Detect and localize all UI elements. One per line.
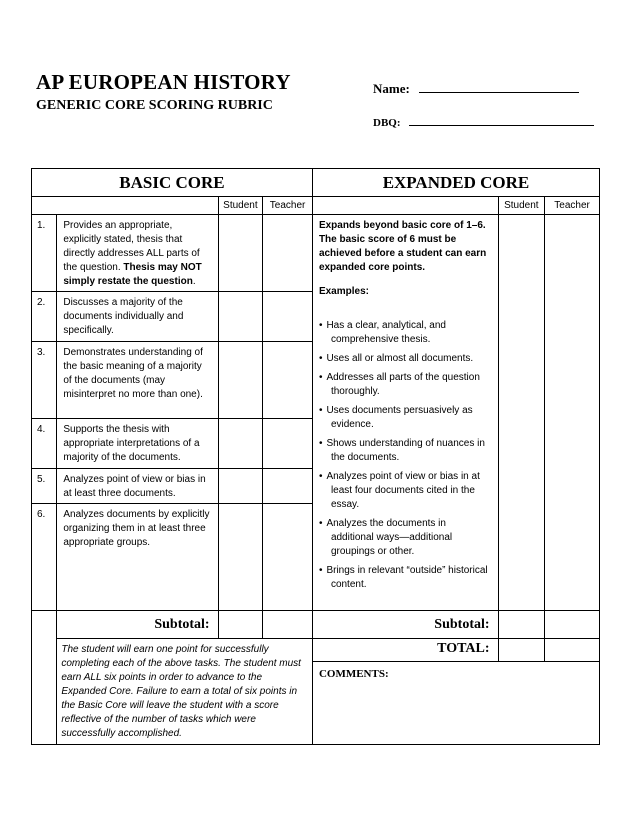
name-field-row: [373, 81, 579, 97]
item-text: Discusses a majority of the documents individually and specifically.: [57, 292, 218, 342]
total-row: [32, 639, 600, 662]
basic-student-subtotal[interactable]: [218, 611, 263, 639]
expanded-core-criteria: [312, 215, 498, 611]
student-total-cell[interactable]: [498, 639, 545, 662]
list-item: • Uses documents persuasively as evidence.: [319, 404, 492, 432]
list-item: • Shows understanding of nuances in the documents.: [319, 437, 492, 465]
list-item: • Analyzes point of view or bias in at least four documents cited in the essay.: [319, 470, 492, 512]
basic-teacher-header: Teacher: [263, 197, 313, 215]
comments-label: COMMENTS:: [318, 668, 389, 681]
item-number: 2.: [32, 292, 57, 342]
examples-label: Examples:: [318, 286, 369, 297]
list-item: • Analyzes the documents in additional ways—additional groupings or other.: [319, 517, 492, 559]
expanded-teacher-header: Teacher: [545, 197, 600, 215]
expanded-intro: Expands beyond basic core of 1–6. The basic score of 6 must be achieved before a student can earn expanded core points.: [318, 220, 487, 273]
scoring-rubric-table: [31, 168, 600, 745]
teacher-score-cell[interactable]: [263, 504, 313, 611]
student-score-cell[interactable]: [218, 342, 263, 419]
item-text: Provides an appropriate, explicitly stated, thesis that directly addresses ALL parts of the question. Thesis may NOT simply restate the question.: [57, 215, 218, 292]
basic-student-header: Student: [218, 197, 263, 215]
expanded-subtotal-label: Subtotal:: [312, 611, 498, 639]
total-label: TOTAL:: [312, 639, 498, 662]
teacher-score-cell[interactable]: [263, 469, 313, 504]
expanded-student-subtotal[interactable]: [498, 611, 545, 639]
student-score-cell[interactable]: [218, 419, 263, 469]
item-text: Analyzes documents by explicitly organizing them in at least three appropriate groups.: [57, 504, 218, 611]
item-number: 1.: [32, 215, 57, 292]
student-score-cell[interactable]: [218, 215, 263, 292]
expanded-student-score-cell[interactable]: [498, 215, 545, 611]
expanded-core-heading: EXPANDED CORE: [312, 169, 599, 197]
basic-blank-header: [32, 197, 219, 215]
dbq-blank-line[interactable]: [409, 124, 594, 126]
expanded-student-header: Student: [498, 197, 545, 215]
basic-subtotal-label: Subtotal:: [57, 611, 218, 639]
student-score-cell[interactable]: [218, 504, 263, 611]
examples-list: [319, 319, 492, 592]
item-number: 6.: [32, 504, 57, 611]
student-score-cell[interactable]: [218, 469, 263, 504]
item-number: 3.: [32, 342, 57, 419]
list-item: • Addresses all parts of the question thoroughly.: [319, 371, 492, 399]
item-text: Demonstrates understanding of the basic meaning of a majority of the documents (may misinterpret no more than one).: [57, 342, 218, 419]
name-label: Name:: [373, 81, 410, 96]
expanded-teacher-score-cell[interactable]: [545, 215, 600, 611]
teacher-score-cell[interactable]: [263, 292, 313, 342]
student-score-cell[interactable]: [218, 292, 263, 342]
table-row: [32, 215, 600, 292]
basic-core-note: The student will earn one point for successfully completing each of the above tasks. The student must earn ALL six points in order to advance to the Expanded Core. Failure to earn a total of six points in the Basic Core will leave the student with a score reflective of the number of tasks which were successfully accomplished.: [57, 639, 313, 745]
core-header-row: [32, 169, 600, 197]
dbq-field-row: [373, 117, 594, 129]
dbq-label: DBQ:: [373, 117, 401, 129]
teacher-score-cell[interactable]: [263, 215, 313, 292]
item-text: Analyzes point of view or bias in at least three documents.: [57, 469, 218, 504]
basic-core-heading: BASIC CORE: [32, 169, 313, 197]
column-header-row: [32, 197, 600, 215]
item-number: 4.: [32, 419, 57, 469]
list-item: • Uses all or almost all documents.: [319, 352, 492, 366]
page-subtitle: GENERIC CORE SCORING RUBRIC: [36, 98, 273, 113]
comments-box[interactable]: [312, 662, 599, 745]
item-text: Supports the thesis with appropriate interpretations of a majority of the documents.: [57, 419, 218, 469]
expanded-teacher-subtotal[interactable]: [545, 611, 600, 639]
bottom-left-blank: [32, 611, 57, 745]
item-number: 5.: [32, 469, 57, 504]
teacher-total-cell[interactable]: [545, 639, 600, 662]
list-item: • Brings in relevant “outside” historical content.: [319, 564, 492, 592]
teacher-score-cell[interactable]: [263, 342, 313, 419]
page-title: AP EUROPEAN HISTORY: [36, 70, 291, 94]
expanded-blank-header: [312, 197, 498, 215]
name-blank-line[interactable]: [419, 91, 579, 93]
list-item: • Has a clear, analytical, and comprehensive thesis.: [319, 319, 492, 347]
subtotal-row: [32, 611, 600, 639]
teacher-score-cell[interactable]: [263, 419, 313, 469]
basic-teacher-subtotal[interactable]: [263, 611, 313, 639]
